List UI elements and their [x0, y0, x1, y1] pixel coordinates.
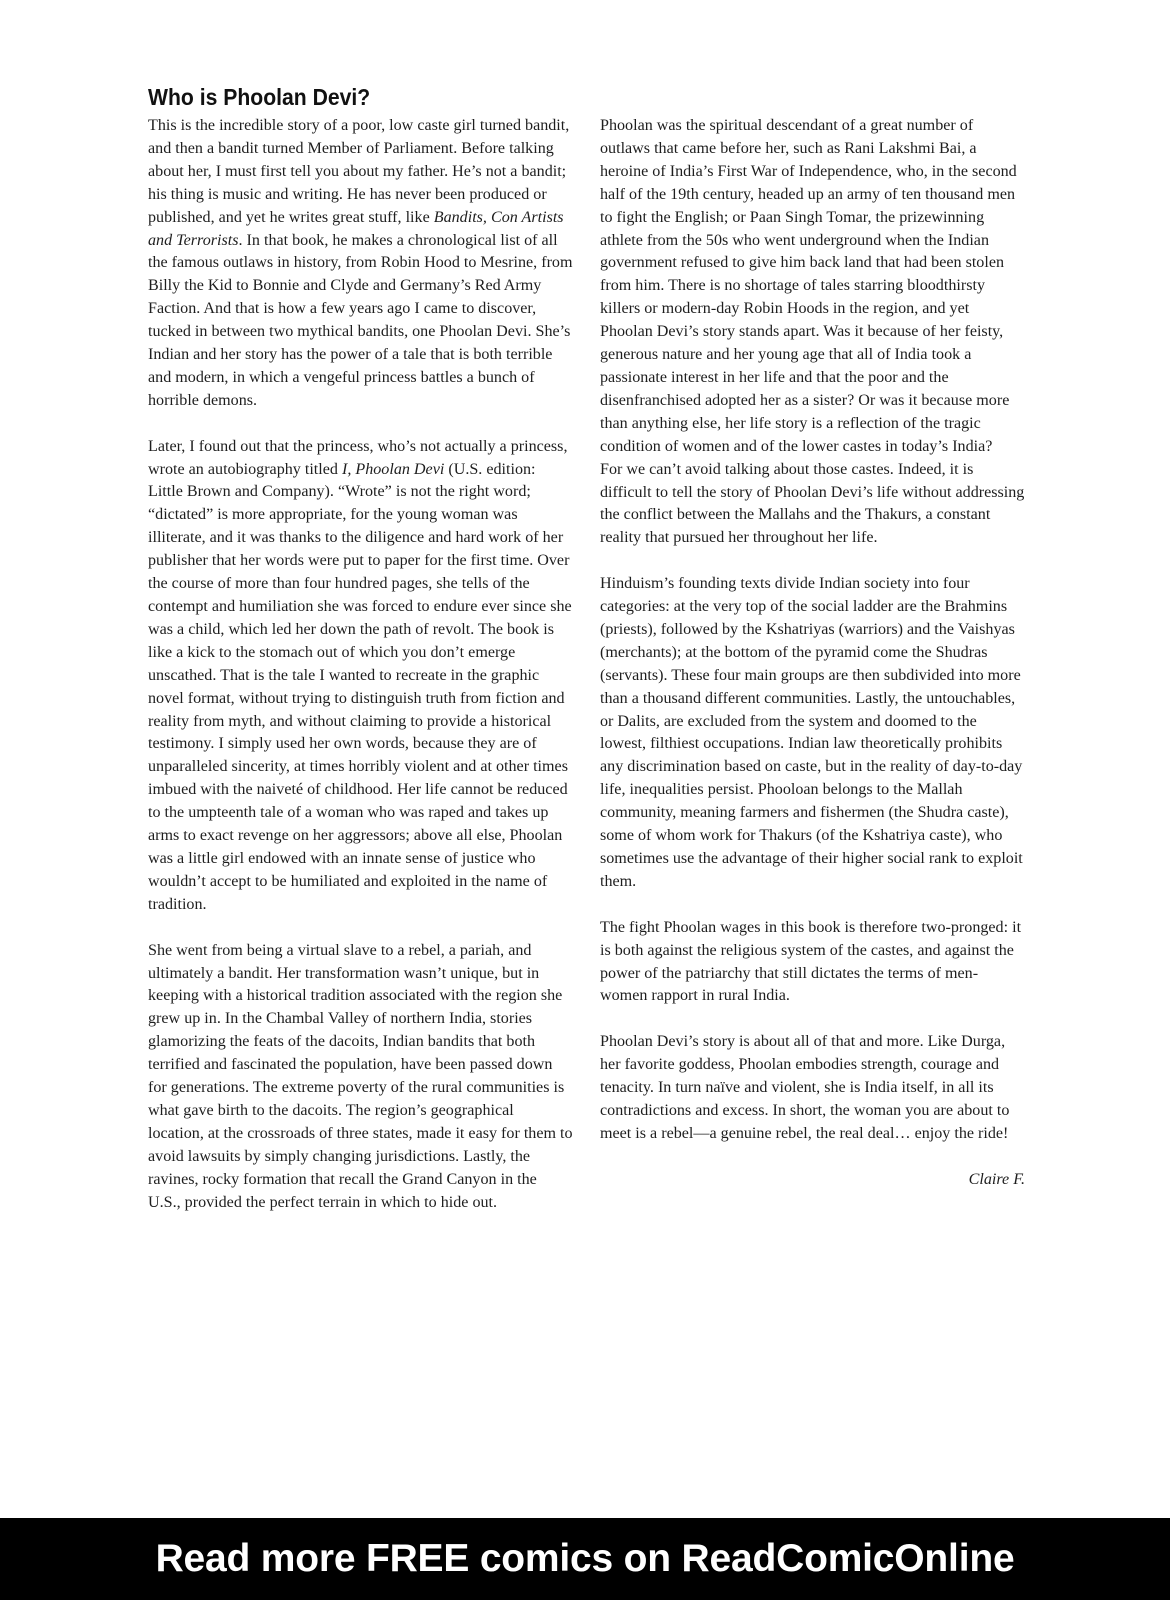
left-column: [148, 115, 573, 1237]
paragraph-text: (U.S. edition: Little Brown and Company). “Wrote” is not the right word; “dictated” is more appropriate, for the young woman was illiterate, and it was thanks to the diligence and hard work of her publisher that her words were put to paper for the first time. Over the course of more than four hundred pages, she tells of the contempt and humiliation she was forced to endure ever since she was a child, which led her down the path of revolt. The book is like a kick to the stomach out of which you don’t emerge unscathed. That is the tale I wanted to recreate in the graphic novel format, without trying to distinguish truth from fiction and reality from myth, and without claiming to provide a historical testimony. I simply used her own words, because they are of unparalleled sincerity, at times horribly violent and at other times imbued with the naiveté of childhood. Her life cannot be reduced to the umpteenth tale of a woman who was raped and takes up arms to exact revenge on her aggressors; above all else, Phoolan was a little girl endowed with an innate sense of justice who wouldn’t accept to be humiliated and exploited in the name of tradition.: [148, 460, 572, 913]
promo-banner[interactable]: [0, 1518, 1170, 1600]
paragraph: Hinduism’s founding texts divide Indian society into four categories: at the very top of the social ladder are the Brahmins (priests), followed by the Kshatriyas (warriors) and the Vaishyas (merchants); at the bottom of the pyramid come the Shudras (servants). These four main groups are then subdivided into more than a thousand different communities. Lastly, the untouchables, or Dalits, are excluded from the system and doomed to the lowest, filthiest occupations. Indian law theoretically prohibits any discrimination based on caste, but in the reality of day-to-day life, inequalities persist. Phooloan belongs to the Mallah community, meaning farmers and fishermen (the Shudra caste), some of whom work for Thakurs (of the Kshatriya caste), who sometimes use the advantage of their higher social rank to exploit them.: [600, 575, 1023, 890]
paragraph: Phoolan Devi’s story is about all of that and more. Like Durga, her favorite goddess, Phoolan embodies strength, courage and tenacity. In turn naïve and violent, she is India itself, in all its contradictions and excess. In short, the woman you are about to meet is a rebel—a genuine rebel, the real deal… enjoy the ride!: [600, 1033, 1010, 1142]
right-column: [600, 115, 1025, 1214]
book-title: I, Phoolan Devi: [341, 460, 445, 478]
paragraph: For we can’t avoid talking about those castes. Indeed, it is difficult to tell the story of Phoolan Devi’s life without addressing the conflict between the Mallahs and the Thakurs, a constant reality that pursued her throughout her life.: [600, 460, 1025, 547]
paragraph: Phoolan was the spiritual descendant of a great number of outlaws that came before her, such as Rani Lakshmi Bai, a heroine of India’s First War of Independence, who, in the second half of the 19th century, headed up an army of ten thousand men to fight the English; or Paan Singh Tomar, the prizewinning athlete from the 50s who went underground when the Indian government refused to give him back land that had been stolen from him. There is no shortage of tales starring bloodthirsty killers or modern-day Robin Hoods in the region, and yet Phoolan Devi’s story stands apart. Was it because of her feisty, generous nature and her young age that all of India took a passionate interest in her life and that the poor and the disenfranchised adopted her as a sister? Or was it because more than anything else, her life story is a reflection of the tragic condition of women and of the lower castes in today’s India?: [600, 117, 1017, 455]
paragraph: [148, 115, 573, 413]
paragraph-text: . In that book, he makes a chronological list of all the famous outlaws in history, from Robin Hood to Mesrine, from Billy the Kid to Bonnie and Clyde and Germany’s Red Army Faction. And that is how a few years ago I came to discover, tucked in between two mythical bandits, one Phoolan Devi. She’s Indian and her story has the power of a tale that is both terrible and modern, in which a vengeful princess battles a bunch of horrible demons.: [148, 231, 573, 409]
paragraph-text: This is the incredible story of a poor, low caste girl turned bandit, and then a bandit turned Member of Parliament. Before talking about her, I must first tell you about my father. He’s not a bandit; his thing is music and writing. He has never been produced or published, and yet he writes great stuff, like: [148, 117, 570, 226]
book-title: Bandits, Con Artists and Terrorists: [148, 208, 564, 249]
paragraph: The fight Phoolan wages in this book is therefore two-pronged: it is both against the religious system of the castes, and against the power of the patriarchy that still dictates the terms of men-women rapport in rural India.: [600, 918, 1022, 1005]
author-signature: Claire F.: [968, 1170, 1025, 1188]
promo-banner-text[interactable]: Read more FREE comics on ReadComicOnline: [155, 1537, 1015, 1580]
paragraph: [148, 436, 573, 917]
paragraph: She went from being a virtual slave to a rebel, a pariah, and ultimately a bandit. Her transformation wasn’t unique, but in keeping with a historical tradition associated with the region she grew up in. In the Chambal Valley of northern India, stories glamorizing the feats of the dacoits, Indian bandits that both terrified and fascinated the population, have been passed down for generations. The extreme poverty of the rural communities is what gave birth to the dacoits. The region’s geographical location, at the crossroads of three states, made it easy for them to avoid lawsuits by simply changing jurisdictions. Lastly, the ravines, rocky formation that recall the Grand Canyon in the U.S., provided the perfect terrain in which to hide out.: [148, 941, 573, 1211]
page-title: Who is Phoolan Devi?: [148, 84, 371, 110]
paragraph-text: Later, I found out that the princess, who’s not actually a princess, wrote an autobiography titled: [148, 437, 568, 478]
